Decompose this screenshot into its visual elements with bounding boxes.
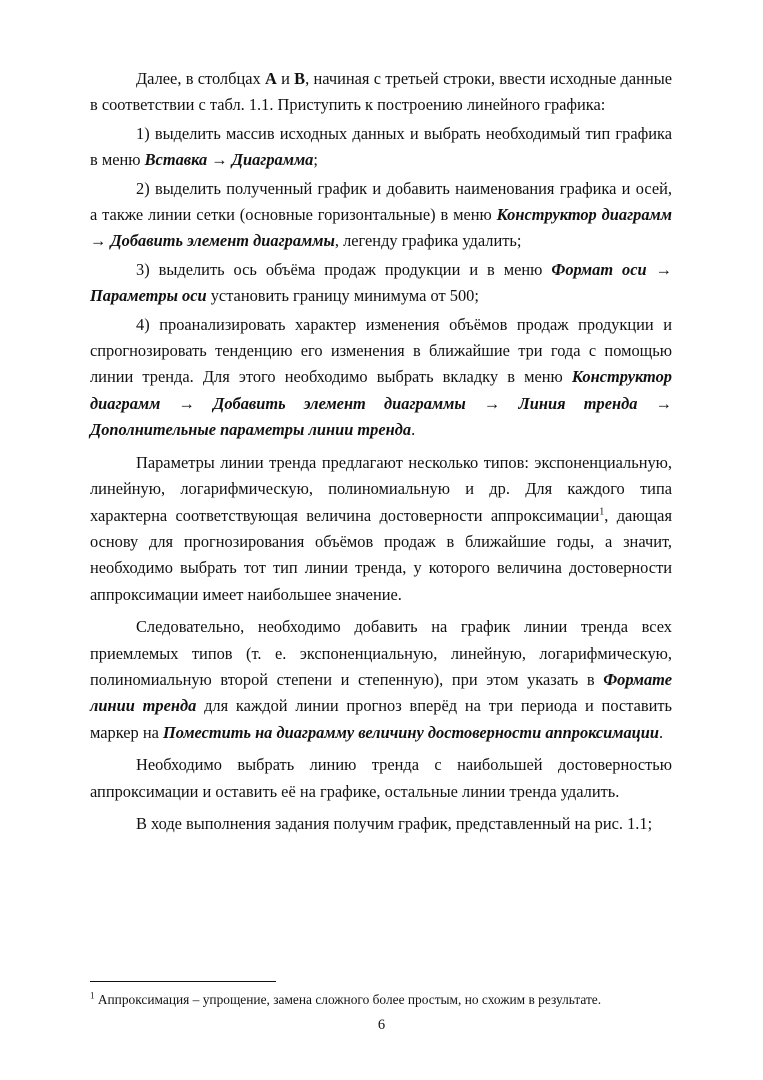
text: Следовательно, необходимо добавить на график линии тренда всех приемлемых типов (т. е. экспоненциальную, линейную, логарифмическую, полиномиальную второй степени и степенную), при этом указать в [90, 617, 672, 689]
paragraph-result [90, 811, 672, 837]
step-4 [90, 312, 672, 444]
text: Далее, в столбцах [136, 69, 265, 88]
footnote [90, 991, 672, 1009]
text: 4) проанализировать характер изменения объёмов продаж продукции и спрогнозировать тенденцию его изменения в ближайшие три года с помощью линии тренда. Для этого необходимо выбрать вкладку в меню [90, 314, 672, 387]
paragraph-trend-types [90, 450, 672, 608]
paragraph-intro [90, 66, 672, 119]
text: , начиная с третьей строки, ввести исходные данные в соответствии с табл. 1.1. Приступить к построению линейного графика: [90, 69, 673, 115]
step-2 [90, 176, 672, 255]
column-b-label: B [294, 69, 306, 88]
page-number: 6 [377, 1017, 386, 1033]
menu-path: Конструктор диаграмм → Добавить элемент диаграммы → Линия тренда → Дополнительные параметры линии тренда [90, 367, 672, 440]
text: ; [313, 150, 318, 170]
column-a-label: A [264, 69, 277, 88]
page-body [90, 66, 672, 837]
paragraph-add-trends [90, 614, 672, 746]
text: Необходимо выбрать линию тренда с наибольшей достоверностью аппроксимации и оставить её на графике, остальные линии тренда удалить. [90, 755, 672, 801]
text: 3) выделить ось объёма продаж продукции и в меню [136, 259, 552, 279]
footnote-mark: 1 [90, 990, 95, 1001]
text: Параметры линии тренда предлагают несколько типов: экспоненциальную, линейную, логарифмическую, полиномиальную и др. Для каждого типа характерна соответствующая величина достоверности аппроксимации [90, 452, 672, 525]
footnote-divider [90, 981, 276, 982]
footnote-reference: 1 [599, 506, 605, 518]
menu-path: Формате линии тренда [90, 669, 672, 716]
step-1 [90, 121, 672, 174]
text: В ходе выполнения задания получим график, представленный на рис. 1.1; [136, 813, 653, 833]
text: 2) выделить полученный график и добавить наименования графика и осей, а также линии сетки (основные горизонтальные) в меню [90, 178, 672, 225]
footnote-text: Аппроксимация – упрощение, замена сложного более простым, но схожим в результате. [94, 992, 602, 1007]
text: , легенду графика удалить; [334, 231, 522, 251]
menu-path: Вставка → Диаграмма [144, 150, 314, 170]
text: , дающая основу для прогнозирования объёмов продаж в ближайшие годы, а значит, необходимо выбрать тот тип линии тренда, у которого величина достоверности аппроксимации имеет наибольшее значение. [90, 505, 672, 604]
text: . [659, 722, 664, 742]
text: . [411, 420, 416, 440]
text: и [276, 69, 295, 88]
option-name: Поместить на диаграмму величину достоверности аппроксимации [163, 722, 660, 742]
menu-path: Формат оси → Параметры оси [90, 259, 673, 306]
step-3 [90, 257, 672, 310]
paragraph-choose-trend [90, 752, 672, 805]
text: установить границу минимума от 500; [206, 286, 479, 306]
menu-path: Конструктор диаграмм → Добавить элемент диаграммы [90, 205, 672, 251]
text: 1) выделить массив исходных данных и выбрать необходимый тип графика в меню [90, 123, 672, 170]
text: для каждой линии прогноз вперёд на три периода и поставить маркер на [90, 696, 672, 742]
